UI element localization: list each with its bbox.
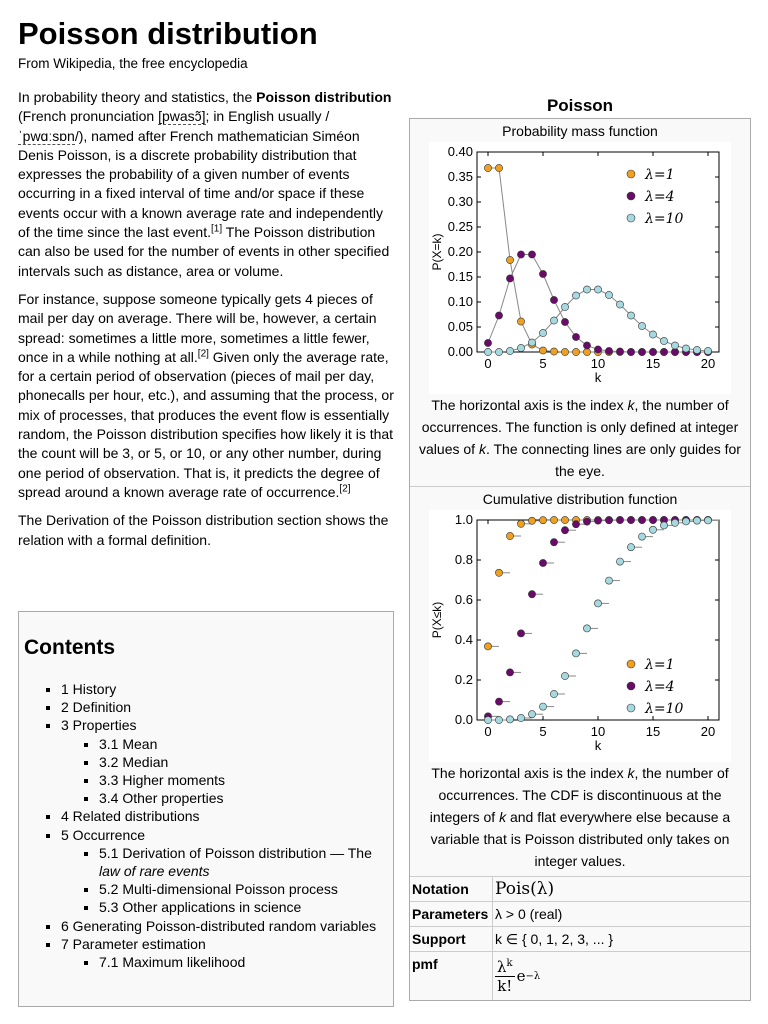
data-point [517, 714, 524, 721]
data-point [682, 345, 689, 352]
x-tick-label: 15 [645, 356, 661, 371]
y-tick-label: 0.35 [447, 169, 473, 184]
data-point [594, 286, 601, 293]
data-point [517, 344, 524, 351]
notation-label: Notation [410, 877, 493, 901]
data-point [583, 342, 590, 349]
p1-text-c: (French pronunciation [18, 108, 159, 125]
data-point [660, 337, 667, 344]
toc-item-history[interactable]: ▪ 1 History [61, 680, 393, 698]
p1-text-f: The Poisson distribution can also be used for the number of events in other specified intervals such as distance, area or volume. [18, 224, 390, 279]
data-point [583, 625, 590, 632]
data-point [528, 339, 535, 346]
y-tick-label: 0.6 [454, 592, 473, 607]
toc-item-multidimensional[interactable]: ▪ 5.2 Multi-dimensional Poisson process [99, 880, 393, 898]
p2-text-b: Given only the average rate, for a certain period of observation (pieces of mail per day, phonecalls per hour, etc.), and assuming that the process, or mix of processes, that produces the event flow is essentially random, the Poisson distribution specifies how likely it is that the count will be 3, or 5, or 10, or any other number, during one period of observation. That is, it predicts the degree of spread around a known average rate of occurrence. [18, 348, 394, 500]
data-point [649, 526, 656, 533]
p1-text-d: ; in English usually / [205, 108, 330, 125]
y-tick-label: 0.05 [447, 319, 473, 334]
data-point [616, 301, 623, 308]
toc-list [19, 680, 393, 971]
x-tick-label: 15 [645, 724, 661, 739]
data-point [506, 275, 513, 282]
data-point [649, 516, 656, 523]
y-tick-label: 0.20 [447, 244, 473, 259]
data-point [627, 516, 634, 523]
data-point [682, 518, 689, 525]
data-point [638, 533, 645, 540]
y-tick-label: 0.0 [454, 712, 473, 727]
y-tick-label: 0.8 [454, 552, 473, 567]
data-point [539, 270, 546, 277]
plot-frame [477, 152, 719, 352]
data-point [506, 347, 513, 354]
toc-item-maximum-likelihood[interactable]: ▪ 7.1 Maximum likelihood [99, 953, 393, 971]
y-tick-label: 0.10 [447, 294, 473, 309]
data-point [561, 318, 568, 325]
x-tick-label: 5 [539, 724, 547, 739]
reference-link-3[interactable]: [2] [339, 483, 351, 495]
data-point [693, 517, 700, 524]
y-tick-label: 0.00 [447, 344, 473, 359]
cdf-section [410, 487, 750, 877]
y-tick-label: 0.2 [454, 672, 473, 687]
plot-frame [477, 520, 719, 720]
data-point [550, 539, 557, 546]
legend-label: λ=4 [645, 189, 675, 205]
data-point [528, 591, 535, 598]
data-point [484, 348, 491, 355]
intro-paragraph-3: The Derivation of the Poisson distribution section shows the relation with a formal definition. [18, 512, 389, 548]
data-point [550, 348, 557, 355]
legend-label: λ=1 [645, 657, 675, 673]
toc-item-occurrence[interactable]: ▪ 5 Occurrence ▪ 5.1 Derivation of Poisson distribution — The law of rare events ▪ 5.2 Multi-dimensional Poisson process ▪ 5.3 Other applications in science [61, 826, 393, 917]
legend-marker [627, 704, 635, 712]
data-point [528, 517, 535, 524]
data-point [561, 516, 568, 523]
data-point [561, 348, 568, 355]
data-point [671, 519, 678, 526]
data-point [561, 527, 568, 534]
data-point [704, 347, 711, 354]
data-point [605, 577, 612, 584]
infobox [409, 118, 751, 1001]
data-point [594, 600, 601, 607]
reference-link-1[interactable]: [1] [211, 223, 223, 235]
reference-link-2[interactable]: [2] [197, 348, 209, 360]
data-point [605, 291, 612, 298]
p1-text-e: /), named after French mathematician Siméon Denis Poisson, is a discrete probability distribution that expresses the probability of a given number of events occurring in a fixed interval of time and/or space if these events occur with a known average rate and independently of the time since the last event. [18, 127, 384, 241]
data-point [572, 333, 579, 340]
intro-paragraph-2 [18, 290, 396, 502]
data-point [539, 559, 546, 566]
x-tick-label: 20 [700, 724, 716, 739]
x-tick-label: 0 [484, 356, 492, 371]
data-point [605, 517, 612, 524]
legend-label: λ=10 [645, 211, 684, 227]
data-point [528, 711, 535, 718]
data-point [638, 516, 645, 523]
legend-marker [627, 660, 635, 668]
page-tagline: From Wikipedia, the free encyclopedia [18, 56, 248, 71]
pmf-label: pmf [410, 952, 493, 1000]
x-tick-label: 20 [700, 356, 716, 371]
legend-marker [627, 214, 635, 222]
data-point [627, 348, 634, 355]
x-tick-label: 0 [484, 724, 492, 739]
x-tick-label: 5 [539, 356, 547, 371]
ipa-french[interactable]: [pwasɔ̃] [158, 108, 206, 125]
legend-label: λ=10 [645, 701, 684, 717]
data-point [517, 318, 524, 325]
pmf-heading: Probability mass function [502, 123, 658, 139]
data-point [539, 517, 546, 524]
ipa-english[interactable]: ˈpwɑːsɒn [18, 127, 75, 144]
legend-marker [627, 682, 635, 690]
data-point [638, 322, 645, 329]
toc-item-median[interactable]: ▪ 3.2 Median [99, 753, 393, 771]
data-point [649, 348, 656, 355]
toc-item-related-distributions[interactable]: ▪ 4 Related distributions [61, 807, 393, 825]
data-point [627, 544, 634, 551]
pmf-caption: The horizontal axis is the index k, the number of occurrences. The function is only defined at integer values of k. The connecting lines are only guides for the eye. [419, 397, 741, 479]
data-point [616, 348, 623, 355]
data-point [528, 251, 535, 258]
infobox-title: Poisson [546, 96, 614, 115]
data-point [495, 348, 502, 355]
pmf-section [410, 119, 750, 487]
toc-item-mean[interactable]: ▪ 3.1 Mean [99, 735, 393, 753]
cdf-caption: The horizontal axis is the index k, the number of occurrences. The CDF is discontinuous at the integers of k and flat everywhere else because a variable that is Poisson distributed only takes on integer values. [429, 765, 731, 869]
data-point [594, 346, 601, 353]
y-axis-label: P(X≤k) [430, 601, 444, 639]
parameters-value: λ > 0 (real) [495, 906, 563, 922]
parameters-label: Parameters [410, 902, 493, 926]
data-point [550, 516, 557, 523]
data-point [605, 347, 612, 354]
data-point [671, 348, 678, 355]
toc-item-definition[interactable]: ▪ 2 Definition [61, 698, 393, 716]
data-point [561, 303, 568, 310]
x-axis-label: k [594, 370, 602, 385]
support-label: Support [410, 927, 493, 951]
data-point [495, 698, 502, 705]
data-point [484, 339, 491, 346]
data-point [517, 520, 524, 527]
page-title: Poisson distribution [18, 16, 318, 51]
support-value: k ∈ { 0, 1, 2, 3, ... } [495, 930, 614, 947]
data-point [517, 251, 524, 258]
data-point [616, 558, 623, 565]
toc-item-generating[interactable]: ▪ 6 Generating Poisson-distributed random variables [61, 917, 393, 935]
data-point [506, 532, 513, 539]
y-axis-label: P(X=k) [430, 233, 444, 271]
data-point [649, 331, 656, 338]
data-point [572, 292, 579, 299]
p2-text-a: For instance, suppose someone typically gets 4 pieces of mail per day on average. There will be, however, a certain spread: sometimes a little more, sometimes a little fewer, once in a while nothing at all. [18, 290, 377, 365]
data-point [616, 516, 623, 523]
p1-text-a: In probability theory and statistics, the [18, 89, 257, 105]
y-tick-label: 0.30 [447, 194, 473, 209]
legend-label: λ=1 [645, 167, 675, 183]
data-point [506, 669, 513, 676]
intro-paragraph-1 [18, 88, 396, 281]
data-point [506, 256, 513, 263]
data-point [594, 517, 601, 524]
data-point [495, 312, 502, 319]
data-point [539, 703, 546, 710]
toc-item-other-properties[interactable]: ▪ 3.4 Other properties [99, 789, 393, 807]
data-point [572, 348, 579, 355]
legend-marker [627, 170, 635, 178]
legend-label: λ=4 [645, 679, 675, 695]
toc-item-parameter-estimation[interactable]: ▪ 7 Parameter estimation ▪ 7.1 Maximum likelihood [61, 935, 393, 971]
notation-row [410, 877, 750, 902]
pmf-row [410, 952, 750, 1000]
y-tick-label: 1.0 [454, 512, 473, 527]
data-point [550, 690, 557, 697]
data-point [627, 312, 634, 319]
data-point [572, 521, 579, 528]
data-point [583, 348, 590, 355]
toc-item-higher-moments[interactable]: ▪ 3.3 Higher moments [99, 771, 393, 789]
data-point [550, 296, 557, 303]
toc-title: Contents [24, 636, 115, 659]
data-point [484, 164, 491, 171]
y-tick-label: 0.4 [454, 632, 473, 647]
data-point [704, 517, 711, 524]
cdf-chart[interactable] [429, 510, 731, 762]
data-point [671, 342, 678, 349]
data-point [495, 569, 502, 576]
support-row [410, 927, 750, 952]
pmf-formula: $\lambda^k$ k! e −λ [497, 957, 541, 995]
data-point [561, 672, 568, 679]
x-tick-label: 10 [590, 356, 606, 371]
data-point [506, 716, 513, 723]
data-point [660, 522, 667, 529]
toc-item-other-applications[interactable]: ▪ 5.3 Other applications in science [99, 898, 393, 916]
data-point [550, 317, 557, 324]
x-tick-label: 10 [590, 724, 606, 739]
notation-value: Pois(λ) [495, 879, 555, 899]
y-tick-label: 0.40 [447, 144, 473, 159]
y-tick-label: 0.25 [447, 219, 473, 234]
cdf-heading: Cumulative distribution function [482, 491, 678, 507]
data-point [583, 518, 590, 525]
legend-marker [627, 192, 635, 200]
toc-item-properties[interactable]: ▪ 3 Properties ▪ 3.1 Mean ▪ 3.2 Median ▪ 3.3 Higher moments ▪ 3.4 Other properties [61, 716, 393, 807]
data-point [539, 347, 546, 354]
data-point [495, 716, 502, 723]
data-point [638, 348, 645, 355]
data-point [693, 346, 700, 353]
article-body [18, 88, 396, 559]
data-point [539, 329, 546, 336]
data-point [660, 348, 667, 355]
table-of-contents [18, 611, 394, 1007]
y-tick-label: 0.15 [447, 269, 473, 284]
x-axis-label: k [594, 738, 602, 753]
pmf-chart[interactable] [429, 142, 731, 394]
toc-item-derivation[interactable]: ▪ 5.1 Derivation of Poisson distribution — The law of rare events [99, 844, 393, 880]
data-point [517, 630, 524, 637]
data-point [583, 286, 590, 293]
p1-bold-term: Poisson distribution [256, 89, 392, 105]
parameters-row [410, 902, 750, 927]
data-point [572, 650, 579, 657]
data-point [484, 643, 491, 650]
data-point [495, 164, 502, 171]
data-point [484, 716, 491, 723]
